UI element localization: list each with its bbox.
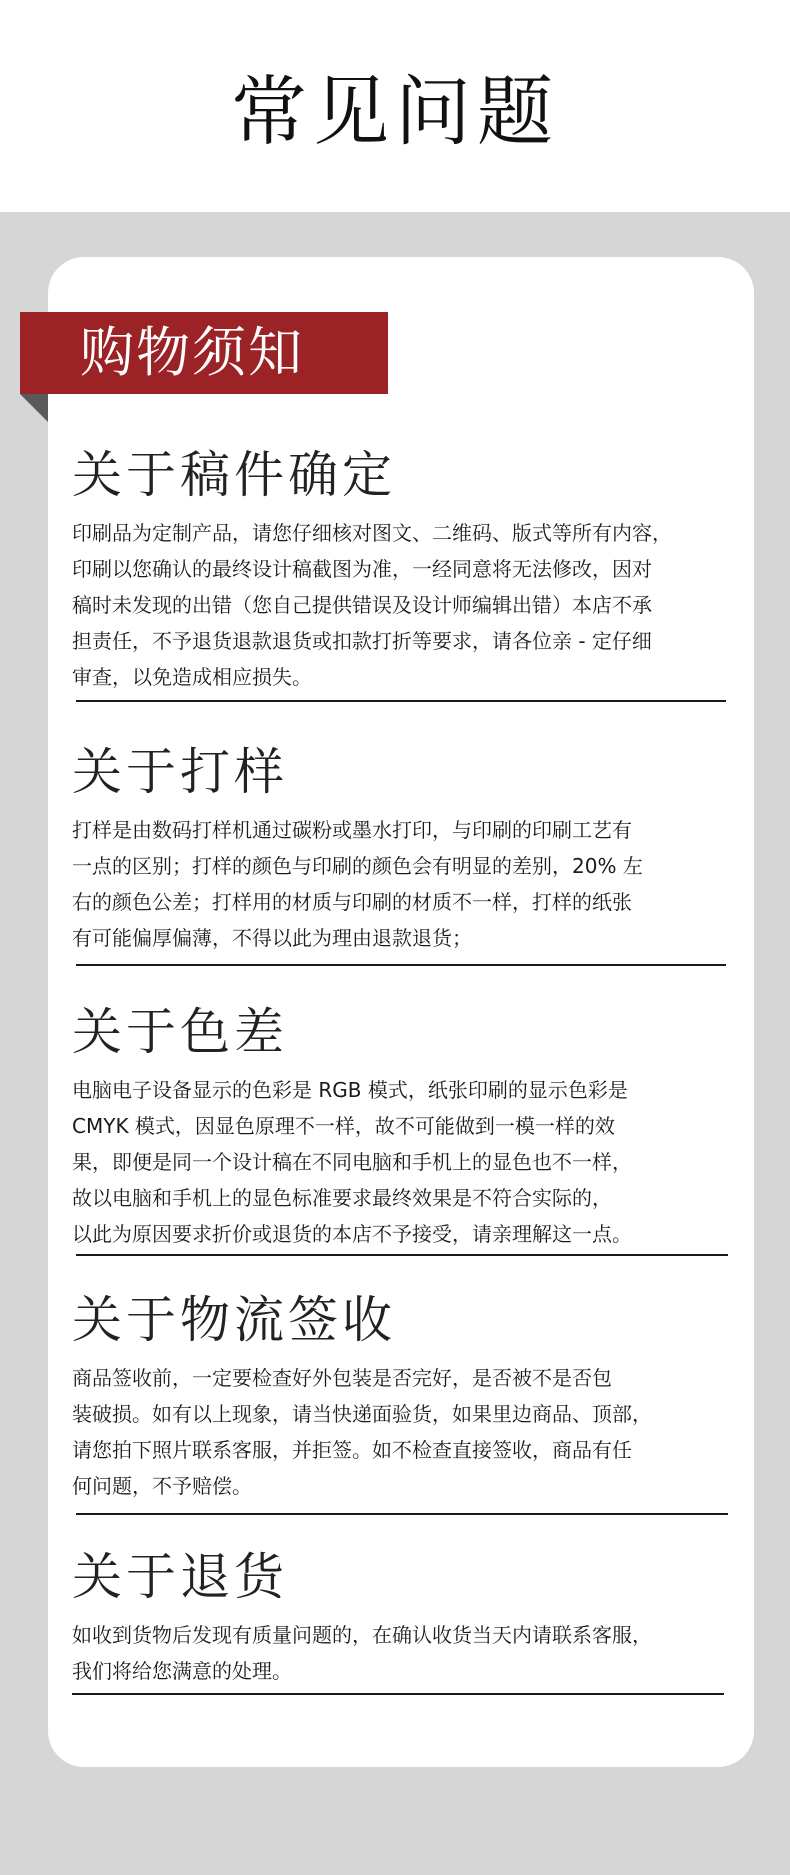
section-title: 关于色差 xyxy=(72,1003,288,1061)
section-divider xyxy=(72,1693,724,1695)
body-line: 右的颜色公差；打样用的材质与印刷的材质不一样，打样的纸张 xyxy=(72,890,632,914)
faq-section-proofing xyxy=(72,740,732,956)
section-title: 关于打样 xyxy=(72,743,288,801)
body-line: CMYK 模式，因显色原理不一样，故不可能做到一模一样的效 xyxy=(72,1114,615,1138)
body-line: 请您拍下照片联系客服，并拒签。如不检查直接签收，商品有任 xyxy=(72,1438,632,1462)
section-banner-label: 购物须知 xyxy=(80,321,304,384)
body-line: 稿时未发现的出错（您自己提供错误及设计师编辑出错）本店不承 xyxy=(72,593,652,617)
faq-section-color xyxy=(72,1000,732,1252)
page-header xyxy=(0,0,790,212)
body-line: 装破损。如有以上现象，请当快递面验货，如果里边商品、顶部， xyxy=(72,1402,652,1426)
body-line: 印刷以您确认的最终设计稿截图为准，一经同意将无法修改，因对 xyxy=(72,557,652,581)
section-divider xyxy=(76,1254,728,1256)
body-line: 我们将给您满意的处理。 xyxy=(72,1659,292,1683)
body-line: 如收到货物后发现有质量问题的，在确认收货当天内请联系客服， xyxy=(72,1623,652,1647)
body-line: 印刷品为定制产品，请您仔细核对图文、二维码、版式等所有内容， xyxy=(72,521,672,545)
section-divider xyxy=(76,1513,728,1515)
faq-section-returns xyxy=(72,1545,732,1689)
section-body xyxy=(72,812,732,956)
section-body xyxy=(72,1360,732,1504)
body-line: 以此为原因要求折价或退货的本店不予接受，请亲理解这一点。 xyxy=(72,1222,632,1246)
section-title: 关于稿件确定 xyxy=(72,446,396,504)
section-title: 关于物流签收 xyxy=(72,1291,396,1349)
faq-section-manuscript xyxy=(72,443,732,695)
faq-section-delivery xyxy=(72,1288,732,1504)
body-line: 果，即便是同一个设计稿在不同电脑和手机上的显色也不一样， xyxy=(72,1150,632,1174)
page-title: 常见问题 xyxy=(231,67,559,156)
banner-fold xyxy=(20,394,48,422)
section-divider xyxy=(76,964,726,966)
section-banner xyxy=(20,312,388,394)
body-line: 有可能偏厚偏薄，不得以此为理由退款退货； xyxy=(72,926,472,950)
body-line: 打样是由数码打样机通过碳粉或墨水打印，与印刷的印刷工艺有 xyxy=(72,818,632,842)
body-line: 何问题，不予赔偿。 xyxy=(72,1474,252,1498)
body-line: 电脑电子设备显示的色彩是 RGB 模式，纸张印刷的显示色彩是 xyxy=(72,1078,628,1102)
section-body xyxy=(72,1072,732,1252)
body-line: 审查，以免造成相应损失。 xyxy=(72,665,312,689)
section-title: 关于退货 xyxy=(72,1548,288,1606)
body-line: 一点的区别；打样的颜色与印刷的颜色会有明显的差别，20% 左 xyxy=(72,854,643,878)
body-line: 担责任，不予退货退款退货或扣款打折等要求，请各位亲 - 定仔细 xyxy=(72,629,652,653)
section-body xyxy=(72,515,732,695)
body-line: 商品签收前，一定要检查好外包装是否完好，是否被不是否包 xyxy=(72,1366,612,1390)
body-line: 故以电脑和手机上的显色标准要求最终效果是不符合实际的， xyxy=(72,1186,612,1210)
section-divider xyxy=(76,700,726,702)
section-body xyxy=(72,1617,732,1689)
